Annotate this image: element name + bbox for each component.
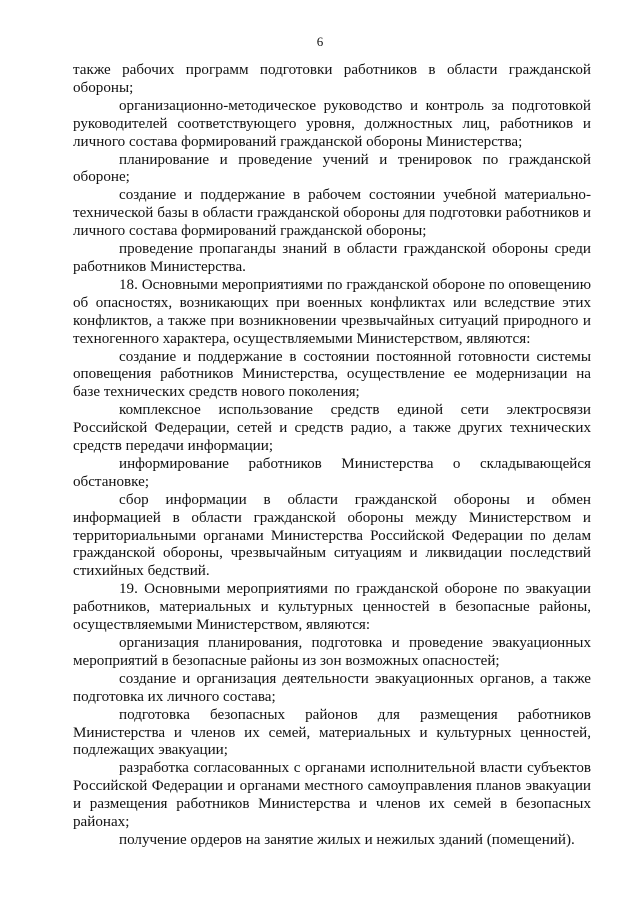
- paragraph: создание и поддержание в состоянии постоянной готовности системы оповещения работников Министерства, осуществление ее модернизации на базе технических средств нового поколения;: [73, 348, 591, 401]
- paragraph: организационно-методическое руководство и контроль за подготовкой руководителей соответствующего уровня, должностных лиц, работников и личного состава формирований гражданской обороны Министерства;: [73, 97, 591, 150]
- numbered-clause-19: 19. Основными мероприятиями по гражданской обороне по эвакуации работников, материальных и культурных ценностей в безопасные районы, осуществляемыми Министерством, являются:: [73, 581, 591, 634]
- numbered-clause-18: 18. Основными мероприятиями по гражданской обороне по оповещению об опасностях, возникающих при военных конфликтах или вследствие этих конфликтов, а также при возникновении чрезвычайных ситуаций природного и техногенного характера, осуществляемыми Министерством, являются:: [73, 276, 591, 347]
- paragraph: создание и поддержание в рабочем состоянии учебной материально-технической базы в области гражданской обороны для подготовки работников и личного состава формирований гражданской обороны;: [73, 187, 591, 240]
- paragraph: планирование и проведение учений и тренировок по гражданской обороне;: [73, 151, 591, 186]
- paragraph: организация планирования, подготовка и проведение эвакуационных мероприятий в безопасные районы из зон возможных опасностей;: [73, 635, 591, 669]
- document-body: [73, 62, 591, 850]
- paragraph: сбор информации в области гражданской обороны и обмен информацией в области гражданской обороны между Министерством и территориальными органами Министерства Российской Федерации по делам гражданской обороны, чрезвычайным ситуациям и ликвидации последствий стихийных бедствий.: [73, 491, 591, 580]
- paragraph: подготовка безопасных районов для размещения работников Министерства и членов их семей, материальных и культурных ценностей, подлежащих эвакуации;: [73, 706, 591, 759]
- paragraph: комплексное использование средств единой сети электросвязи Российской Федерации, сетей и средств радио, а также других технических средств передачи информации;: [73, 402, 591, 455]
- paragraph-continuation: также рабочих программ подготовки работников в области гражданской обороны;: [73, 62, 591, 96]
- paragraph: создание и организация деятельности эвакуационных органов, а также подготовка их личного состава;: [73, 670, 591, 705]
- paragraph: проведение пропаганды знаний в области гражданской обороны среди работников Министерства.: [73, 241, 591, 275]
- paragraph: разработка согласованных с органами исполнительной власти субъектов Российской Федерации и органами местного самоуправления планов эвакуации и размещения работников Министерства и членов их семей в безопасных районах;: [73, 760, 591, 831]
- page-number: 6: [316, 34, 324, 49]
- paragraph: информирование работников Министерства о складывающейся обстановке;: [73, 455, 591, 490]
- paragraph: получение ордеров на занятие жилых и нежилых зданий (помещений).: [119, 831, 575, 848]
